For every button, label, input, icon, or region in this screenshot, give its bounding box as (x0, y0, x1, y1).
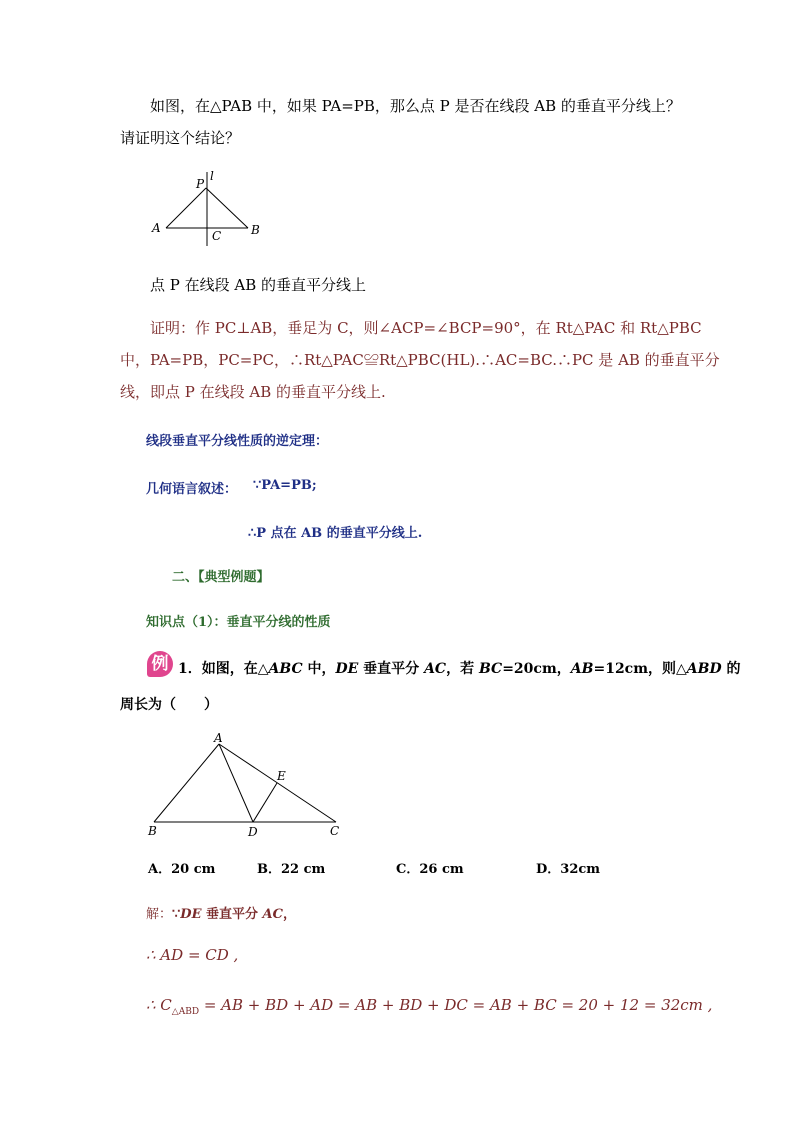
option-d[interactable]: D．32cm (536, 862, 601, 877)
theorem-conclusion: ∴P 点在 AB 的垂直平分线上. (248, 526, 423, 541)
problem-line-1: 如图，在△PAB 中，如果 PA=PB，那么点 P 是否在线段 AB 的垂直平分线上？ (150, 97, 681, 115)
knowledge-point: 知识点（1）：垂直平分线的性质 (146, 615, 331, 630)
theorem-title: 线段垂直平分线性质的逆定理： (146, 434, 329, 449)
option-c[interactable]: C．26 cm (396, 862, 464, 877)
solution-line-2: ∴ AD = CD , (146, 946, 239, 964)
segment-ab-2 (154, 744, 219, 822)
option-b[interactable]: B．22 cm (257, 862, 326, 877)
proof-line-1: 证明：作 PC⊥AB，垂足为 C，则∠ACP=∠BCP=90°，在 Rt△PAC 和 Rt△PBC (150, 319, 702, 337)
theorem-given: ∵PA=PB; (253, 478, 317, 493)
solution-line-1: 解：∵DE 垂直平分 AC， (146, 907, 296, 922)
figure-triangle-abc (140, 728, 350, 840)
solution-line-3: ∴ $C_{\triangle ABD}$ = AB + BD + AD = AB + BD + DC = AB + BC = 20 + 12 = 32cm , (146, 996, 713, 1017)
segment-ac (219, 744, 336, 822)
label-c-2: C (330, 824, 340, 838)
segment-pb (206, 188, 248, 228)
segment-pa (166, 188, 206, 228)
option-a[interactable]: A．20 cm (148, 862, 216, 877)
label-e: E (277, 769, 286, 783)
segment-de (253, 783, 277, 822)
proof-line-2: 中，PA=PB，PC=PC，∴Rt△PAC≌Rt△PBC(HL).∴AC=BC.∴PC 是 AB 的垂直平分 (120, 351, 720, 369)
example-badge-icon: 例 (147, 651, 173, 677)
geo-language-label: 几何语言叙述： (146, 482, 238, 497)
label-d: D (248, 825, 258, 839)
label-p: P (196, 177, 205, 191)
label-b: B (251, 223, 260, 237)
figure-triangle-pab (140, 168, 280, 252)
section-heading: 二、【典型例题】 (172, 570, 270, 585)
proof-line-3: 线，即点 P 在线段 AB 的垂直平分线上. (120, 383, 386, 401)
example-question-line-2: 周长为（ ） (120, 697, 218, 713)
label-a-2: A (214, 731, 223, 745)
label-a: A (152, 221, 161, 235)
example-question-line-1: 1．如图，在△ABC 中，DE 垂直平分 AC，若 BC=20cm，AB=12cm，则△ABD 的 (178, 661, 741, 677)
label-l: l (210, 169, 214, 183)
label-c: C (212, 229, 222, 243)
problem-line-2: 请证明这个结论？ (120, 129, 241, 147)
label-b-2: B (148, 824, 157, 838)
answer-text: 点 P 在线段 AB 的垂直平分线上 (150, 276, 367, 294)
